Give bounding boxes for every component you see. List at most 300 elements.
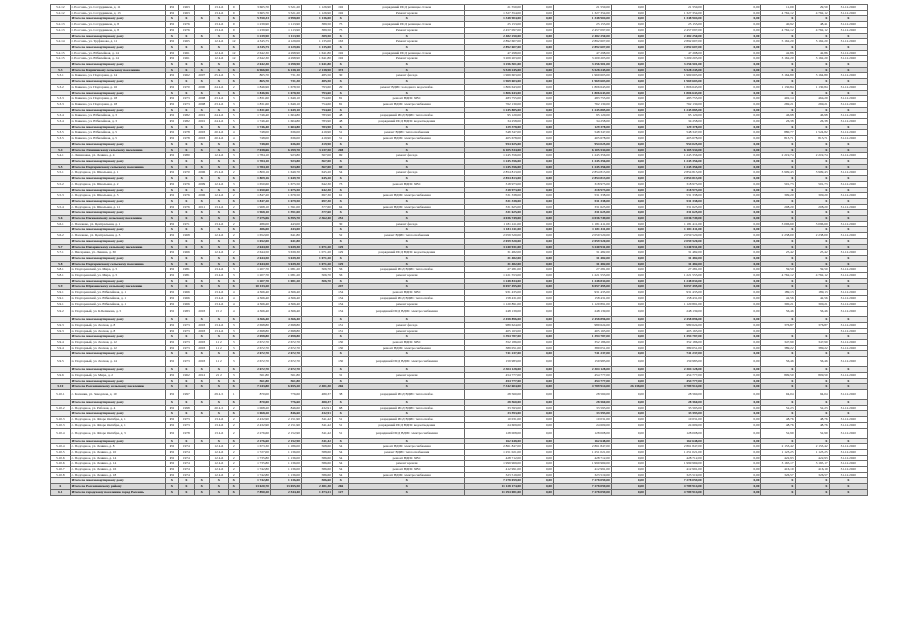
cell-region-code: РО — [165, 372, 178, 378]
cell-budget-federal: 0,00 — [522, 357, 553, 367]
cell-living-area: 4 298,90 — [270, 50, 301, 56]
cell-row-number: 5.10.4 — [51, 444, 71, 450]
cell-max-unit-cost: 4 762,12 — [795, 273, 829, 279]
cell-floors: 3 — [228, 273, 239, 279]
cell-address: Итого по многоквартирному дому — [70, 16, 165, 22]
cell-work-cost: 2 482 250,00 — [465, 33, 523, 39]
cell-year-built: 1961 — [179, 50, 194, 56]
cell-budget-local: 10 031,00 — [645, 417, 703, 423]
cell-budget-federal: 0,00 — [522, 147, 553, 153]
cell-region-code: РО — [165, 5, 178, 11]
cell-year-renovated: X — [194, 79, 209, 85]
cell-floors: X — [228, 334, 239, 340]
cell-total-area: 2 644,50 — [239, 244, 270, 250]
cell-year-renovated: X — [194, 261, 209, 267]
cell-work-type: ремонт ВДИС электроснабжения — [349, 444, 465, 450]
cell-floors: X — [228, 261, 239, 267]
cell-unit-cost: 376,87 — [761, 322, 795, 328]
cell-year-renovated: X — [194, 317, 209, 323]
cell-regional-fund: 531 338,00 — [553, 193, 611, 199]
cell-living-area: 1 604,80 — [270, 113, 301, 119]
cell-budget-local: 31 482,00 — [645, 250, 703, 256]
cell-address: с. Писаревка, ул. Ленина, д. 30 — [70, 250, 165, 256]
cell-work-cost: 2 861 847,00 — [465, 444, 523, 450]
cell-wall-material: X — [210, 334, 229, 340]
cell-work-type: ремонт кровли — [349, 328, 465, 334]
cell-max-unit-cost: X — [795, 378, 829, 384]
cell-budget-federal: 0,00 — [522, 484, 553, 490]
cell-unit-cost: 189,13 — [761, 290, 795, 296]
total-row — [51, 489, 868, 495]
cell-budget-federal: 0,00 — [522, 44, 553, 50]
cell-owners-funds: 0,00 — [703, 107, 761, 113]
cell-budget-local: 323 519,00 — [645, 472, 703, 478]
cell-total-area: 1 746,40 — [239, 124, 270, 130]
cell-budget-regional: 0,00 — [611, 130, 645, 136]
cell-deadline: 31.12.2020 — [829, 449, 867, 455]
cell-floors: X — [228, 216, 239, 222]
cell-deadline: X — [829, 158, 867, 164]
cell-max-unit-cost: 48,76 — [795, 422, 829, 428]
cell-unit-cost: 3 165,17 — [761, 461, 795, 467]
cell-deadline: X — [829, 147, 867, 153]
cell-floors: X — [228, 478, 239, 484]
cell-work-cost: 405 678,00 — [465, 136, 523, 142]
cell-living-area: 641,80 — [270, 238, 301, 244]
cell-owners-funds: 0,00 — [703, 372, 761, 378]
cell-floors: 5 — [228, 73, 239, 79]
cell-nonliving-area: 480,37 — [301, 400, 332, 406]
cell-unit-cost: X — [761, 187, 795, 193]
cell-budget-local: 128 008,00 — [645, 428, 703, 438]
cell-year-renovated: 2007 — [194, 73, 209, 79]
cell-deadline: 31.12.2020 — [829, 301, 867, 307]
cell-wall-material: 13 4-6 — [210, 422, 229, 428]
cell-residents: 134 — [332, 295, 349, 301]
cell-row-number: 5.3 — [51, 67, 71, 73]
cell-row-number: 5.7 — [51, 244, 71, 250]
cell-owners-funds: 0,00 — [703, 233, 761, 239]
cell-year-built: 1982 — [179, 119, 194, 125]
cell-nonliving-area: 1 126,90 — [301, 10, 332, 16]
cell-year-built: 1973 — [179, 322, 194, 328]
cell-year-renovated: 2003 — [194, 322, 209, 328]
cell-owners-funds: 0,00 — [703, 449, 761, 455]
cell-year-built: X — [179, 164, 194, 170]
cell-budget-local: 1 245 356,00 — [645, 153, 703, 159]
cell-work-type: ремонт ВДИС ХВС — [349, 467, 465, 473]
cell-budget-federal: 0,00 — [522, 193, 553, 199]
cell-address: Итого по Россошанскому сельскому поселению — [70, 384, 165, 390]
cell-living-area: 1 113,90 — [270, 27, 301, 33]
cell-max-unit-cost: 3 162,20 — [795, 56, 829, 62]
cell-residents: 52 — [332, 233, 349, 239]
cell-year-renovated: X — [194, 438, 209, 444]
cell-living-area: 1 136,00 — [270, 467, 301, 473]
cell-budget-federal: 0,00 — [522, 124, 553, 130]
cell-address: Итого по Пасековскому сельскому поселению — [70, 216, 165, 222]
cell-year-built: X — [179, 261, 194, 267]
cell-budget-federal: 0,00 — [522, 79, 553, 85]
cell-owners-funds: 0,00 — [703, 198, 761, 204]
cell-row-number: 5.6.1 — [51, 221, 71, 227]
cell-living-area: 923,80 — [270, 153, 301, 159]
cell-living-area: 2 698,80 — [270, 334, 301, 340]
cell-row-number: 5.2.12 — [51, 5, 71, 11]
cell-unit-cost: 52,23 — [761, 405, 795, 411]
cell-budget-federal: 0,00 — [522, 390, 553, 400]
cell-address: с. Подгорное, ул. Ленина, д. 14 — [70, 455, 165, 461]
cell-total-area: 870,00 — [239, 400, 270, 406]
cell-total-area: 2 276,60 — [239, 428, 270, 438]
cell-region-code: РО — [165, 101, 178, 107]
cell-regional-fund: 1 394 787,00 — [553, 334, 611, 340]
cell-budget-local: 318 973,00 — [645, 187, 703, 193]
cell-budget-federal: 0,00 — [522, 27, 553, 33]
cell-regional-fund: 989 624,00 — [553, 322, 611, 328]
cell-budget-federal: 0,00 — [522, 444, 553, 450]
cell-owners-funds: 0,00 — [703, 322, 761, 328]
cell-budget-federal: 0,00 — [522, 411, 553, 417]
cell-nonliving-area: 754,60 — [301, 101, 332, 107]
cell-work-cost: 33 593,00 — [465, 411, 523, 417]
cell-living-area: 1 136,00 — [270, 461, 301, 467]
cell-living-area: 846,60 — [270, 405, 301, 411]
cell-deadline: 31.12.2020 — [829, 345, 867, 351]
cell-budget-federal: 0,00 — [522, 278, 553, 284]
cell-address: Итого по многоквартирному дому — [70, 210, 165, 216]
cell-total-area: 1 846,96 — [239, 84, 270, 90]
cell-wall-material: X — [210, 147, 229, 153]
cell-regional-fund: 1 181 411,00 — [553, 227, 611, 233]
cell-work-cost: 352 186,00 — [465, 340, 523, 346]
cell-living-area: 2 151,90 — [270, 417, 301, 423]
cell-budget-local: 33 593,00 — [645, 411, 703, 417]
cell-max-unit-cost: X — [795, 158, 829, 164]
cell-row-number: 5.5.3 — [51, 193, 71, 199]
cell-budget-federal: 0,00 — [522, 221, 553, 227]
cell-total-area: 7 275,06 — [239, 216, 270, 222]
cell-budget-regional: 0,00 — [611, 90, 645, 96]
cell-deadline: 31.12.2020 — [829, 461, 867, 467]
cell-floors: X — [228, 244, 239, 250]
cell-region-code: РО — [165, 221, 178, 227]
cell-floors: 2 — [228, 221, 239, 227]
cell-address: п. Бавково, ул. Подгорная, д. 18 — [70, 96, 165, 102]
cell-budget-federal: 0,00 — [522, 204, 553, 210]
cell-address: Итого по многоквартирному дому — [70, 79, 165, 85]
cell-address: Итого по Шрамовскому сельскому поселению — [70, 284, 165, 290]
cell-living-area: 4 298,90 — [270, 62, 301, 68]
cell-living-area: 846,60 — [270, 411, 301, 417]
cell-max-unit-cost: 5 162,20 — [795, 39, 829, 45]
cell-unit-cost: 416,19 — [761, 467, 795, 473]
cell-year-renovated: X — [194, 210, 209, 216]
cell-total-area: 865,70 — [239, 79, 270, 85]
cell-address: с. Подгорное, ул. Ленина, д. 16 — [70, 467, 165, 473]
cell-living-area: 2 698,80 — [270, 322, 301, 328]
cell-budget-regional: 0,00 — [611, 227, 645, 233]
cell-owners-funds: 0,00 — [703, 484, 761, 490]
cell-max-unit-cost: X — [795, 438, 829, 444]
cell-living-area: 1 186,00 — [270, 444, 301, 450]
cell-budget-regional: 0,00 — [611, 278, 645, 284]
cell-owners-funds: 0,00 — [703, 22, 761, 28]
cell-floors: 2 — [228, 461, 239, 467]
cell-wall-material: X — [210, 484, 229, 490]
cell-budget-local: 931 435,00 — [645, 290, 703, 296]
cell-deadline: 31.12.2020 — [829, 233, 867, 239]
cell-row-number: 5.2.13 — [51, 27, 71, 33]
cell-budget-regional: 0,00 — [611, 472, 645, 478]
cell-year-renovated: X — [194, 238, 209, 244]
cell-year-built: 1976 — [179, 27, 194, 33]
cell-address: с. Пасеково, ул. Центральная, д. 3 — [70, 233, 165, 239]
cell-residents: 68 — [332, 405, 349, 411]
cell-total-area: 3 665,70 — [239, 5, 270, 11]
cell-budget-regional: 0,00 — [611, 187, 645, 193]
cell-living-area: 1 113,90 — [270, 33, 301, 39]
cell-address: Итого по многоквартирному дому — [70, 124, 165, 130]
cell-nonliving-area: 341,42 — [301, 438, 332, 444]
cell-total-area: 1 784,10 — [239, 158, 270, 164]
cell-living-area: 4 366,40 — [270, 317, 301, 323]
cell-work-cost: 21 550,00 — [465, 5, 523, 11]
cell-row-number: 5.8.1 — [51, 267, 71, 273]
cell-unit-cost: 2 238,00 — [761, 233, 795, 239]
cell-work-type: X — [349, 351, 465, 357]
cell-residents: X — [332, 187, 349, 193]
cell-work-type: X — [349, 384, 465, 390]
cell-wall-material: X — [210, 411, 229, 417]
cell-region-code: РО — [165, 39, 178, 45]
cell-residents: X — [332, 411, 349, 417]
cell-budget-federal: 0,00 — [522, 181, 553, 187]
cell-regional-fund: 31 482,00 — [553, 255, 611, 261]
cell-deadline: 31.12.2020 — [829, 405, 867, 411]
cell-owners-funds: 0,00 — [703, 334, 761, 340]
cell-floors: 3 — [228, 96, 239, 102]
cell-deadline: X — [829, 284, 867, 290]
cell-budget-federal: 0,00 — [522, 372, 553, 378]
cell-region-code: X — [165, 334, 178, 340]
cell-total-area: 4 366,40 — [239, 295, 270, 301]
cell-unit-cost: X — [761, 484, 795, 490]
cell-address: с. Подгорное, ул. Ленина, д. 14 — [70, 461, 165, 467]
cell-owners-funds: 0,00 — [703, 210, 761, 216]
cell-unit-cost: X — [761, 478, 795, 484]
cell-budget-regional: 0,00 — [611, 50, 645, 56]
cell-max-unit-cost: 4 762,12 — [795, 10, 829, 16]
cell-max-unit-cost: X — [795, 411, 829, 417]
cell-budget-federal: 0,00 — [522, 33, 553, 39]
cell-year-renovated: X — [194, 227, 209, 233]
cell-unit-cost: 46,98 — [761, 113, 795, 119]
cell-living-area: 1 649,10 — [270, 96, 301, 102]
cell-region-code: РО — [165, 322, 178, 328]
cell-owners-funds: 0,00 — [703, 278, 761, 284]
cell-nonliving-area: 341,42 — [301, 422, 332, 428]
cell-region-code: РО — [165, 290, 178, 296]
cell-unit-cost: X — [761, 147, 795, 153]
cell-regional-fund: 2 059 520,00 — [553, 233, 611, 239]
cell-year-renovated: 2001 — [194, 113, 209, 119]
cell-year-built: 1980 — [179, 153, 194, 159]
cell-year-renovated: 2000 — [194, 84, 209, 90]
cell-budget-regional: 0,00 — [611, 357, 645, 367]
cell-unit-cost: X — [761, 198, 795, 204]
cell-region-code: X — [165, 367, 178, 373]
cell-wall-material: 12 4-6 — [210, 39, 229, 45]
cell-wall-material: X — [210, 400, 229, 406]
cell-total-area: 1 207,70 — [239, 267, 270, 273]
cell-floors: X — [228, 227, 239, 233]
cell-regional-fund: 2 304 128,00 — [553, 367, 611, 373]
cell-regional-fund: 1 248 834,00 — [553, 278, 611, 284]
cell-budget-federal: 0,00 — [522, 22, 553, 28]
cell-year-built: 1976 — [179, 204, 194, 210]
cell-deadline: 31.12.2020 — [829, 422, 867, 428]
cell-budget-federal: 0,00 — [522, 400, 553, 406]
cell-residents: 373 — [332, 67, 349, 73]
cell-year-built: X — [179, 489, 194, 495]
cell-year-built: X — [179, 384, 194, 390]
cell-work-cost: 2 892 607,00 — [465, 44, 523, 50]
cell-year-built: 1978 — [179, 428, 194, 438]
cell-wall-material: 24 4-6 — [210, 84, 229, 90]
cell-work-type: ремонт ВДИС ХВС — [349, 96, 465, 102]
cell-budget-federal: 0,00 — [522, 198, 553, 204]
cell-wall-material: 12 4-6 — [210, 444, 229, 450]
cell-work-type: X — [349, 16, 465, 22]
cell-budget-regional: 0,00 — [611, 255, 645, 261]
cell-address: г. Россошь, ул. Юбилейная, д. 14 — [70, 50, 165, 56]
cell-unit-cost: X — [761, 261, 795, 267]
cell-year-renovated: X — [194, 158, 209, 164]
cell-max-unit-cost: 2 238,00 — [795, 233, 829, 239]
cell-row-number: 5.10.1 — [51, 390, 71, 400]
cell-budget-regional: 0,00 — [611, 67, 645, 73]
cell-budget-regional: 0,00 — [611, 438, 645, 444]
cell-budget-regional: 0,00 — [611, 444, 645, 450]
cell-unit-cost: 5 162,20 — [761, 39, 795, 45]
cell-work-cost: 3 256 501,00 — [465, 62, 523, 68]
cell-budget-regional: 0,00 — [611, 44, 645, 50]
cell-unit-cost: 2 219,74 — [761, 153, 795, 159]
cell-budget-regional: 0,00 — [611, 73, 645, 79]
cell-max-unit-cost: 48,76 — [795, 417, 829, 423]
cell-budget-regional: 0,00 — [611, 455, 645, 461]
cell-total-area: 1 746,40 — [239, 113, 270, 119]
cell-deadline: 31.12.2020 — [829, 101, 867, 107]
cell-work-cost: 1 120 891,00 — [465, 301, 523, 307]
cell-regional-fund: 7 278 059,00 — [553, 478, 611, 484]
cell-address: Итого по многоквартирному дому — [70, 317, 165, 323]
table-body — [51, 5, 868, 496]
cell-unit-cost: 880,77 — [761, 130, 795, 136]
cell-residents: X — [332, 124, 349, 130]
cell-floors: X — [228, 255, 239, 261]
cell-address: с. Подгорное, ул. Школьная, д. 1 — [70, 170, 165, 176]
cell-budget-local: 762 130,00 — [645, 101, 703, 107]
cell-residents: X — [332, 107, 349, 113]
cell-total-area: 6 966,90 — [239, 67, 270, 73]
cell-owners-funds: 0,00 — [703, 5, 761, 11]
cell-deadline: 31.12.2020 — [829, 428, 867, 438]
cell-residents: 208 — [332, 147, 349, 153]
cell-residents: 266 — [332, 484, 349, 490]
cell-budget-local: 1 181 411,00 — [645, 221, 703, 227]
cell-deadline: X — [829, 278, 867, 284]
cell-living-area: 3 639,30 — [270, 261, 301, 267]
cell-floors: X — [228, 400, 239, 406]
cell-floors: 5 — [228, 113, 239, 119]
cell-region-code: X — [165, 176, 178, 182]
cell-row-number: 5.7.1 — [51, 250, 71, 256]
cell-address: Итого по Подгоренскому сельскому поселению — [70, 261, 165, 267]
cell-living-area: 1 604,80 — [270, 124, 301, 130]
cell-budget-regional: 0,00 — [611, 153, 645, 159]
cell-nonliving-area: 2 138,90 — [301, 67, 332, 73]
cell-total-area: 1 784,10 — [239, 164, 270, 170]
cell-budget-local: 248 139,00 — [645, 307, 703, 317]
cell-budget-local: 954 025,00 — [645, 141, 703, 147]
cell-work-cost: 548 347,00 — [465, 130, 523, 136]
cell-total-area: 1 742,80 — [239, 467, 270, 473]
cell-year-renovated: X — [194, 16, 209, 22]
cell-work-type: разрядиний ИСД ВДИС теплоснабж. — [349, 113, 465, 119]
cell-work-cost: 1 245 356,00 — [465, 153, 523, 159]
cell-budget-regional: 0,00 — [611, 244, 645, 250]
cell-nonliving-area — [301, 357, 332, 367]
cell-row-number: 5.10.2 — [51, 405, 71, 411]
cell-owners-funds: 0,00 — [703, 267, 761, 273]
cell-work-type: X — [349, 164, 465, 170]
cell-budget-regional: 26 138,00 — [611, 384, 645, 390]
cell-owners-funds: 0,00 — [703, 44, 761, 50]
cell-address: с. Копанки, ул. Заводская, д. 10 — [70, 390, 165, 400]
cell-work-cost: 741 237,00 — [465, 351, 523, 357]
cell-year-built: 1976 — [179, 22, 194, 28]
cell-nonliving-area: 506,70 — [301, 278, 332, 284]
cell-nonliving-area: 588,60 — [301, 449, 332, 455]
cell-unit-cost: 402,14 — [761, 96, 795, 102]
cell-budget-local: 34 258,00 — [645, 119, 703, 125]
cell-floors: X — [228, 124, 239, 130]
cell-budget-local: 1 181 411,00 — [645, 227, 703, 233]
cell-residents: 247 — [332, 284, 349, 290]
cell-residents: 61 — [332, 193, 349, 199]
cell-address: Итого по многоквартирному дому — [70, 255, 165, 261]
cell-residents: 130 — [332, 357, 349, 367]
cell-unit-cost: X — [761, 141, 795, 147]
cell-max-unit-cost: 1 123,25 — [795, 449, 829, 455]
cell-work-type: X — [349, 62, 465, 68]
cell-wall-material: 13 4-6 — [210, 10, 229, 16]
cell-total-area: 7 038,66 — [239, 147, 270, 153]
cell-living-area: 443,00 — [270, 221, 301, 227]
cell-living-area: 2 672,70 — [270, 351, 301, 357]
cell-budget-federal: 0,00 — [522, 238, 553, 244]
cell-floors: X — [228, 176, 239, 182]
cell-regional-fund: 483 755,00 — [553, 96, 611, 102]
cell-address: п. Подгорный, ул. Лесная, д. 14 — [70, 357, 165, 367]
cell-work-type: X — [349, 210, 465, 216]
cell-owners-funds: 0,00 — [703, 317, 761, 323]
cell-deadline: X — [829, 141, 867, 147]
cell-owners-funds: 0,00 — [703, 472, 761, 478]
cell-deadline: 31.12.2020 — [829, 27, 867, 33]
